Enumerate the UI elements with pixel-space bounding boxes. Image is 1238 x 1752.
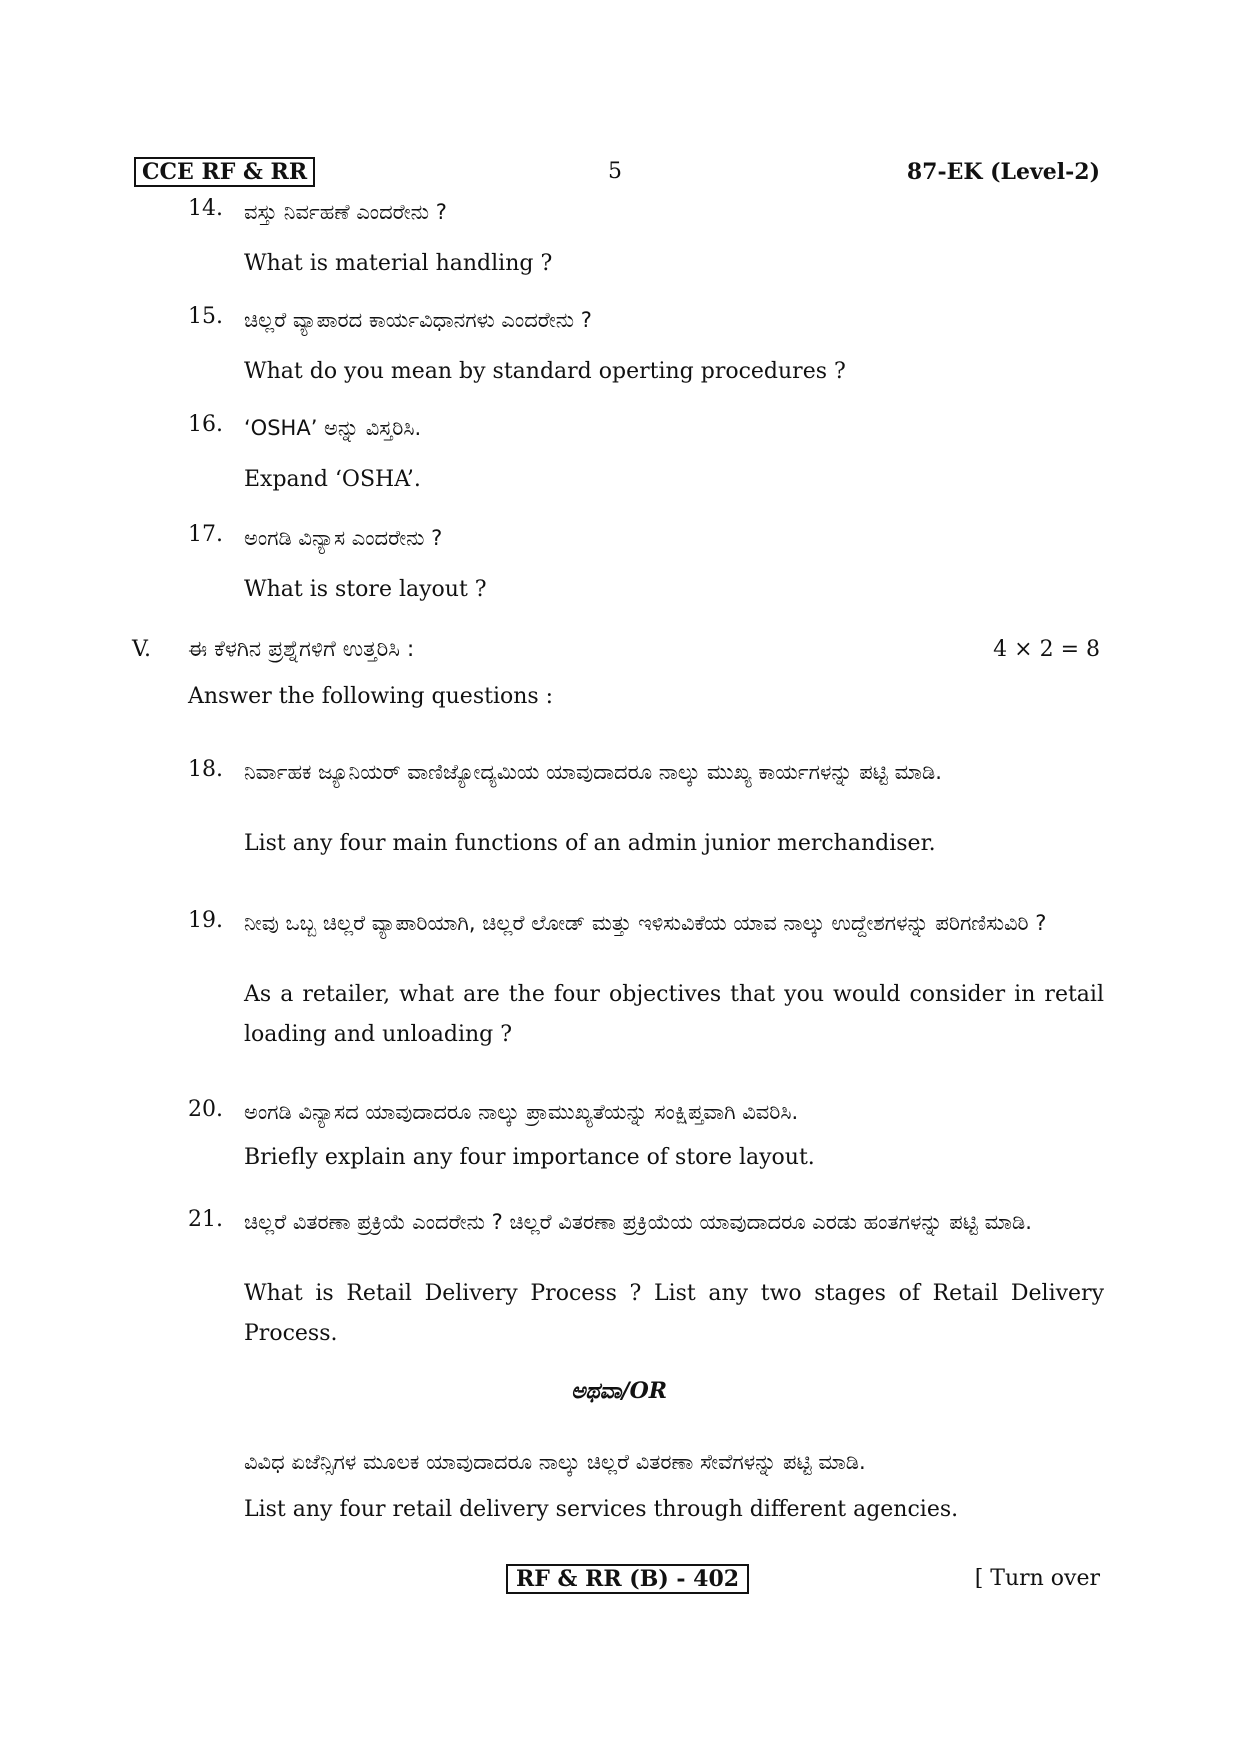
question-english: Briefly explain any four importance of store layout. bbox=[244, 1145, 815, 1170]
question-kannada: ಅಂಗಡಿ ವಿನ್ಯಾಸದ ಯಾವುದಾದರೂ ನಾಲ್ಕು ಪ್ರಾಮುಖ್ಯತೆಯನ್ನು ಸಂಕ್ಷಿಪ್ತವಾಗಿ ವಿವರಿಸಿ. bbox=[244, 1100, 799, 1124]
question-english: What is store layout ? bbox=[244, 577, 487, 602]
section-number: V. bbox=[132, 637, 152, 662]
question-number: 20. bbox=[188, 1097, 223, 1122]
turn-over-note: [ Turn over bbox=[974, 1566, 1100, 1591]
question-english: What is material handling ? bbox=[244, 251, 553, 276]
question-kannada: ಚಿಲ್ಲರೆ ವ್ಯಾಪಾರದ ಕಾರ್ಯವಿಧಾನಗಳು ಎಂದರೇನು ? bbox=[244, 308, 592, 332]
question-number: 21. bbox=[188, 1207, 223, 1232]
question-number: 19. bbox=[188, 908, 223, 933]
question-kannada: ನಿರ್ವಾಹಕ ಜ್ಯೂನಿಯರ್ ವಾಣಿಜ್ಯೋದ್ಯಮಿಯ ಯಾವುದಾದರೂ ನಾಲ್ಕು ಮುಖ್ಯ ಕಾರ್ಯಗಳನ್ನು ಪಟ್ಟಿ ಮಾಡಿ. bbox=[244, 760, 942, 784]
question-number: 18. bbox=[188, 757, 223, 782]
question-english: As a retailer, what are the four objectives that you would consider in retail loading and unloading ? bbox=[244, 982, 1104, 1047]
section-heading-english: Answer the following questions : bbox=[188, 684, 554, 709]
section-marks: 4 × 2 = 8 bbox=[993, 637, 1100, 662]
header-paper-code: 87-EK (Level-2) bbox=[906, 159, 1100, 185]
question-kannada: ‘OSHA’ ಅನ್ನು ವಿಸ್ತರಿಸಿ. bbox=[244, 416, 422, 440]
question-number: 16. bbox=[188, 412, 223, 437]
question-number: 15. bbox=[188, 304, 223, 329]
question-kannada: ನೀವು ಒಬ್ಬ ಚಿಲ್ಲರೆ ವ್ಯಾಪಾರಿಯಾಗಿ, ಚಿಲ್ಲರೆ ಲೋಡ್ ಮತ್ತು ಇಳಿಸುವಿಕೆಯ ಯಾವ ನಾಲ್ಕು ಉದ್ದೇಶಗಳನ್ನು ಪರಿಗಣಿಸುವಿರಿ ? bbox=[244, 911, 1047, 935]
header-subject-code: CCE RF & RR bbox=[134, 157, 315, 187]
alternative-question-kannada: ವಿವಿಧ ಏಜೆನ್ಸಿಗಳ ಮೂಲಕ ಯಾವುದಾದರೂ ನಾಲ್ಕು ಚಿಲ್ಲರೆ ವಿತರಣಾ ಸೇವೆಗಳನ್ನು ಪಟ್ಟಿ ಮಾಡಿ. bbox=[244, 1450, 866, 1474]
question-english: What do you mean by standard operting procedures ? bbox=[244, 359, 846, 384]
section-heading-kannada: ಈ ಕೆಳಗಿನ ಪ್ರಶ್ನೆಗಳಿಗೆ ಉತ್ತರಿಸಿ : bbox=[188, 637, 415, 662]
question-english: List any four main functions of an admin junior merchandiser. bbox=[244, 831, 936, 856]
or-divider: ಅಥವಾ/OR bbox=[570, 1378, 668, 1404]
question-kannada: ಅಂಗಡಿ ವಿನ್ಯಾಸ ಎಂದರೇನು ? bbox=[244, 526, 443, 550]
question-english: Expand ‘OSHA’. bbox=[244, 467, 421, 492]
alternative-question-english: List any four retail delivery services through different agencies. bbox=[244, 1497, 959, 1522]
question-number: 17. bbox=[188, 522, 223, 547]
page-number: 5 bbox=[608, 159, 622, 184]
question-kannada: ಚಿಲ್ಲರೆ ವಿತರಣಾ ಪ್ರಕ್ರಿಯೆ ಎಂದರೇನು ? ಚಿಲ್ಲರೆ ವಿತರಣಾ ಪ್ರಕ್ರಿಯೆಯ ಯಾವುದಾದರೂ ಎರಡು ಹಂತಗಳನ್ನು ಪಟ್ಟಿ ಮಾಡಿ. bbox=[244, 1210, 1032, 1234]
question-kannada: ವಸ್ತು ನಿರ್ವಹಣೆ ಎಂದರೇನು ? bbox=[244, 200, 447, 224]
footer-paper-code: RF & RR (B) - 402 bbox=[506, 1564, 749, 1594]
question-number: 14. bbox=[188, 196, 223, 221]
question-english: What is Retail Delivery Process ? List any two stages of Retail Delivery Process. bbox=[244, 1281, 1104, 1346]
